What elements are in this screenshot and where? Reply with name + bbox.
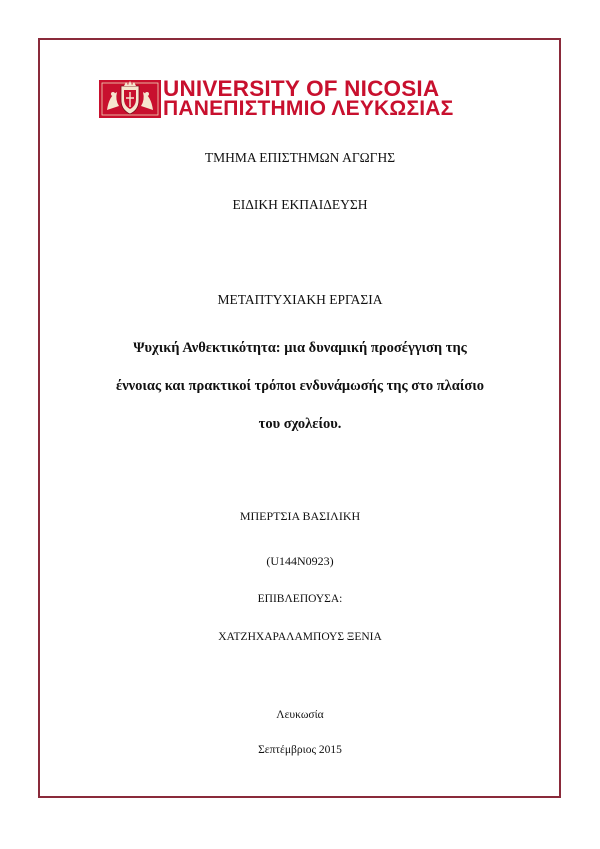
student-id: (U144N0923) <box>266 554 334 568</box>
thesis-title-line: Ψυχική Ανθεκτικότητα: μια δυναμική προσέγγιση της <box>133 340 467 356</box>
city: Λευκωσία <box>276 709 324 721</box>
thesis-title-line: έννοιας και πρακτικοί τρόποι ενδυνάμωσής της στο πλαίσιο <box>116 378 484 394</box>
university-name-english: UNIVERSITY OF NICOSIA <box>163 76 440 101</box>
submission-date: Σεπτέμβριος 2015 <box>258 744 342 756</box>
program-name: ΕΙΔΙΚΗ ΕΚΠΑΙΔΕΥΣΗ <box>232 197 368 212</box>
thesis-title-line: του σχολείου. <box>258 416 342 432</box>
thesis-type: ΜΕΤΑΠΤΥΧΙΑΚΗ ΕΡΓΑΣΙΑ <box>217 292 383 307</box>
university-name-greek: ΠΑΝΕΠΙΣΤΗΜΙΟ ΛΕΥΚΩΣΙΑΣ <box>163 97 454 120</box>
department-name: ΤΜΗΜΑ ΕΠΙΣΤΗΜΩΝ ΑΓΩΓΗΣ <box>204 150 396 165</box>
supervisor-name: ΧΑΤΖΗΧΑΡΑΛΑΜΠΟΥΣ ΞΕΝΙΑ <box>218 631 382 643</box>
university-logo <box>99 78 473 122</box>
author-name: ΜΠΕΡΤΣΙΑ ΒΑΣΙΛΙΚΗ <box>239 509 361 523</box>
supervisor-label: ΕΠΙΒΛΕΠΟΥΣΑ: <box>257 593 343 605</box>
university-crest-icon <box>99 80 161 118</box>
